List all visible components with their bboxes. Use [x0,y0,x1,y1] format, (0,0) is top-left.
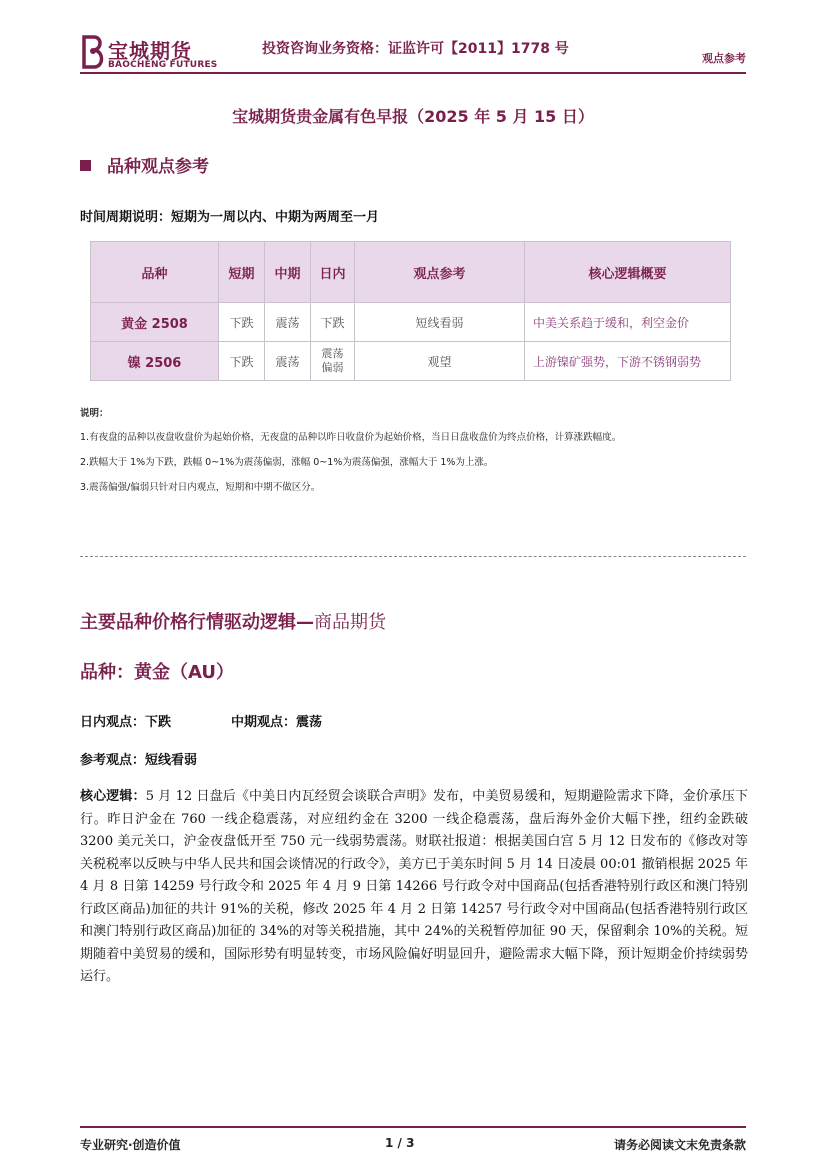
cell-view: 观望 [355,342,525,381]
note-item: 1.有夜盘的品种以夜盘收盘价为起始价格，无夜盘的品种以昨日收盘价为起始价格，当日日盘收盘价为终点价格，计算涨跌幅度。 [80,432,622,443]
header-category: 观点参考 [702,52,746,65]
dashed-divider [80,556,746,557]
company-logo [80,34,218,74]
header-intraday: 日内 [311,242,355,303]
cell-mid: 震荡 [265,342,311,381]
header-mid: 中期 [265,242,311,303]
table-row [91,342,731,381]
views-table [90,241,731,381]
table-row [91,303,731,342]
cell-view: 短线看弱 [355,303,525,342]
table-header-row [91,242,731,303]
header-logic: 核心逻辑概要 [525,242,731,303]
core-logic-text: 5 月 12 日盘后《中美日内瓦经贸会谈联合声明》发布，中美贸易缓和，短期避险需求下降，金价承压下行。昨日沪金在 760 一线企稳震荡，对应纽约金在 3200 一线企稳震荡，盘后海外金价大幅下挫，纽约金跌破 3200 美元关口，沪金夜盘低开至 750 元一线弱势震荡。财联社报道：根据美国白宫 5 月 12 日发布的《修改对等关税税率以反映与中华人民共和国会谈情况的行政令》，美方已于美东时间 5 月 14 日凌晨 00:01 撤销根据 2025 年 4 月 8 日第 14259 号行政令和 2025 年 4 月 9 日第 14266 号行政令对中国商品(包括香港特别行政区和澳门特别行政区商品)加征的共计 91%的关税，修改 2025 年 4 月 2 日第 14257 号行政令对中国商品(包括香港特别行政区和澳门特别行政区商品)加征的 34%的对等关税措施，其中 24%的关税暂停加征 90 天，保留剩余 10%的关税。短期随着中美贸易的缓和，国际形势有明显转变，市场风险偏好明显回升，避险需求大幅下降，预计短期金价持续弱势运行。 [80,789,748,984]
variety-heading: 品种：黄金（AU） [80,662,234,683]
note-item: 3.震荡偏强/偏弱只针对日内观点，短期和中期不做区分。 [80,482,321,493]
header-view: 观点参考 [355,242,525,303]
cell-intraday: 下跌 [311,303,355,342]
note-item: 2.跌幅大于 1%为下跌，跌幅 0~1%为震荡偏弱，涨幅 0~1%为震荡偏强，涨幅大于 1%为上涨。 [80,457,494,468]
header-variety: 品种 [91,242,219,303]
period-note: 时间周期说明：短期为一周以内、中期为两周至一月 [80,210,380,225]
core-logic-label: 核心逻辑： [80,789,146,804]
section-heading [80,152,209,177]
footer-divider [80,1126,746,1128]
square-bullet-icon [80,160,91,171]
main-heading-light: 商品期货 [314,612,386,633]
cell-short: 下跌 [219,342,265,381]
cell-variety: 镍 2506 [91,342,219,381]
cell-logic: 中美关系趋于缓和，利空金价 [525,303,731,342]
core-logic-paragraph [80,786,748,989]
notes-block [80,406,746,505]
main-heading-bold: 主要品种价格行情驱动逻辑— [80,612,314,633]
cell-intraday-text: 震荡偏弱 [321,347,344,374]
intraday-view: 日内观点：下跌 [80,715,172,730]
footer-slogan: 专业研究·创造价值 [80,1138,181,1152]
certification-text: 投资咨询业务资格：证监许可【2011】1778 号 [262,41,569,57]
mid-view: 中期观点：震荡 [231,715,323,730]
cell-mid: 震荡 [265,303,311,342]
cell-variety: 黄金 2508 [91,303,219,342]
header-divider [80,72,746,74]
cell-logic: 上游镍矿强势，下游不锈钢弱势 [525,342,731,381]
views-line [80,711,322,730]
logo-b-icon [80,34,106,70]
footer-disclaimer: 请务必阅读文末免责条款 [613,1138,746,1152]
logo-english: BAOCHENG FUTURES [108,60,218,70]
cell-short: 下跌 [219,303,265,342]
document-title: 宝城期货贵金属有色早报（2025 年 5 月 15 日） [232,107,594,126]
reference-view: 参考观点：短线看弱 [80,753,198,768]
notes-title: 说明： [80,408,109,419]
main-heading [80,608,386,634]
logo-chinese: 宝城期货 [108,39,192,63]
cell-intraday [311,342,355,381]
page-number: 1 / 3 [385,1136,415,1150]
section-heading-text: 品种观点参考 [107,157,209,177]
header-short: 短期 [219,242,265,303]
